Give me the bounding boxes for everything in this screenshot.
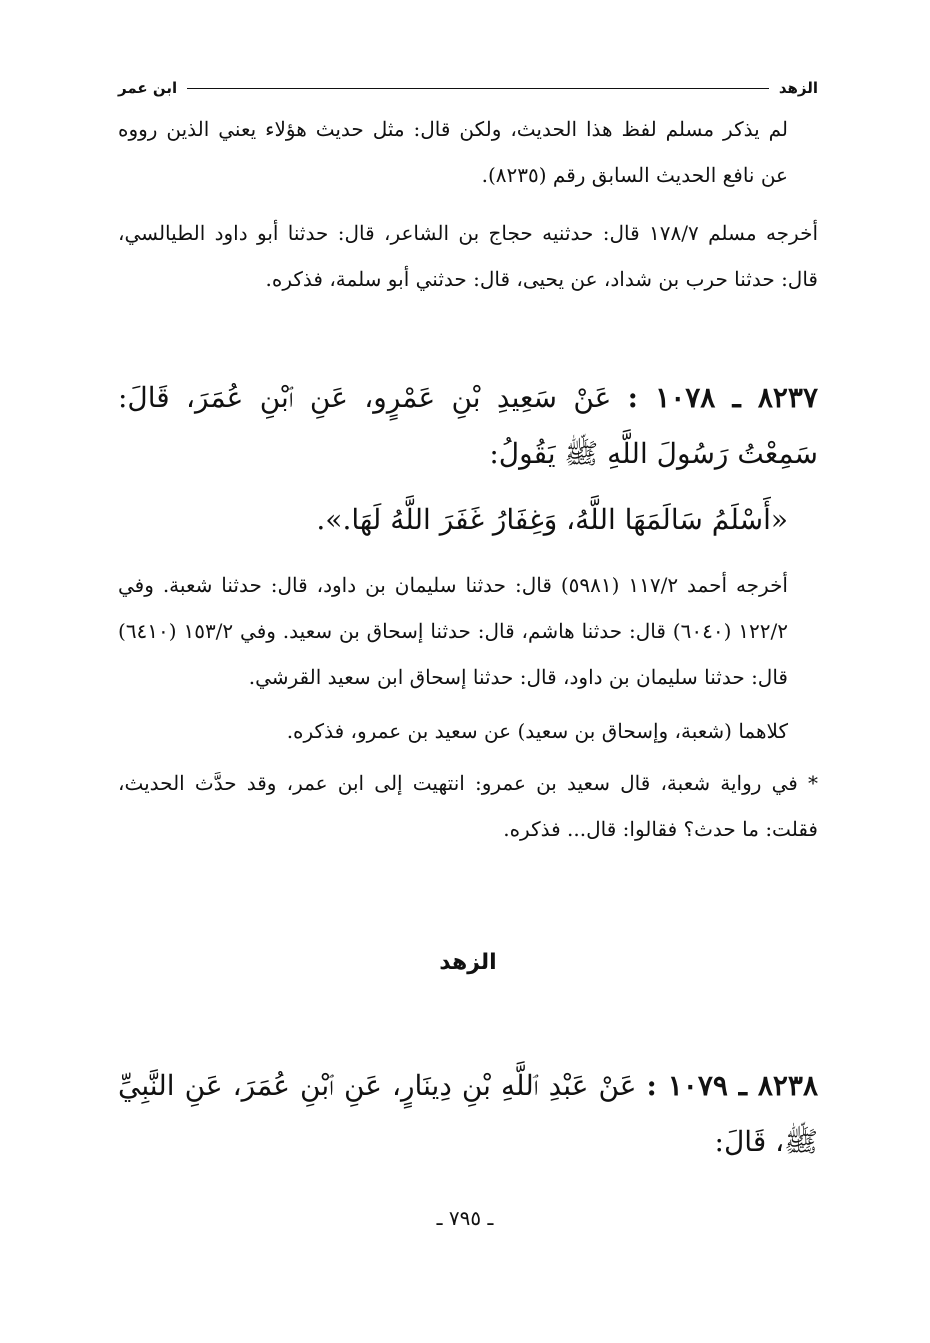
note-paragraph: أخرجه مسلم ١٧٨/٧ قال: حدثنيه حجاج بن الشاعر، قال: حدثنا أبو داود الطيالسي، قال: حدثنا حرب بن شداد، عن يحيى، قال: حدثني أبو سلمة، فذكره. <box>118 221 818 291</box>
note-paragraph: كلاهما (شعبة، وإسحاق بن سعيد) عن سعيد بن عمرو، فذكره. <box>286 719 788 743</box>
note-paragraph: * في رواية شعبة، قال سعيد بن عمرو: انتهيت إلى ابن عمر، وقد حدَّث الحديث، فقلت: ما حدث؟ فقالوا: قال... فذكره. <box>118 771 818 841</box>
header-narrator: ابن عمر <box>118 79 178 97</box>
note-paragraph: لم يذكر مسلم لفظ هذا الحديث، ولكن قال: مثل حديث هؤلاء يعني الذين رووه عن نافع الحديث السابق رقم (٨٢٣٥). <box>118 117 788 187</box>
hadith-matn: «أَسْلَمُ سَالَمَهَا اللَّهُ، وَغِفَارُ غَفَرَ اللَّهُ لَهَا.». <box>316 503 788 536</box>
running-header <box>118 74 818 102</box>
hadith-text <box>118 370 818 482</box>
section-title: الزهد <box>439 950 497 975</box>
hadith-text <box>118 1058 818 1170</box>
page-number: ـ ٧٩٥ ـ <box>436 1206 494 1230</box>
hadith-isnad: عَنْ سَعِيدِ بْنِ عَمْرٍو، عَنِ ٱبْنِ عُمَرَ، قَالَ: سَمِعْتُ رَسُولَ اللَّهِ ﷺ يَقُولُ: <box>118 381 818 470</box>
hadith-number: ٨٢٣٨ ـ ١٠٧٩ : <box>646 1069 818 1102</box>
note-paragraph: أخرجه أحمد ١١٧/٢ (٥٩٨١) قال: حدثنا سليمان بن داود، قال: حدثنا شعبة. وفي ١٢٢/٢ (٦٠٤٠) قال: حدثنا هاشم، قال: حدثنا إسحاق بن سعيد. وفي ١٥٣/٢ (٦٤١٠) قال: حدثنا سليمان بن داود، قال: حدثنا إسحاق ابن سعيد القرشي. <box>118 573 788 689</box>
header-rule <box>187 88 769 89</box>
hadith-1 <box>118 370 818 548</box>
hadith-isnad: عَنْ عَبْدِ ٱللَّهِ بْنِ دِينَارٍ، عَنِ ٱبْنِ عُمَرَ، عَنِ النَّبِيِّ ﷺ، قَالَ: <box>118 1069 818 1158</box>
notes-mid <box>118 562 818 852</box>
hadith-2 <box>118 1058 818 1170</box>
header-chapter: الزهد <box>778 79 818 97</box>
hadith-number: ٨٢٣٧ ـ ١٠٧٨ : <box>627 381 818 414</box>
notes-top <box>118 106 818 302</box>
